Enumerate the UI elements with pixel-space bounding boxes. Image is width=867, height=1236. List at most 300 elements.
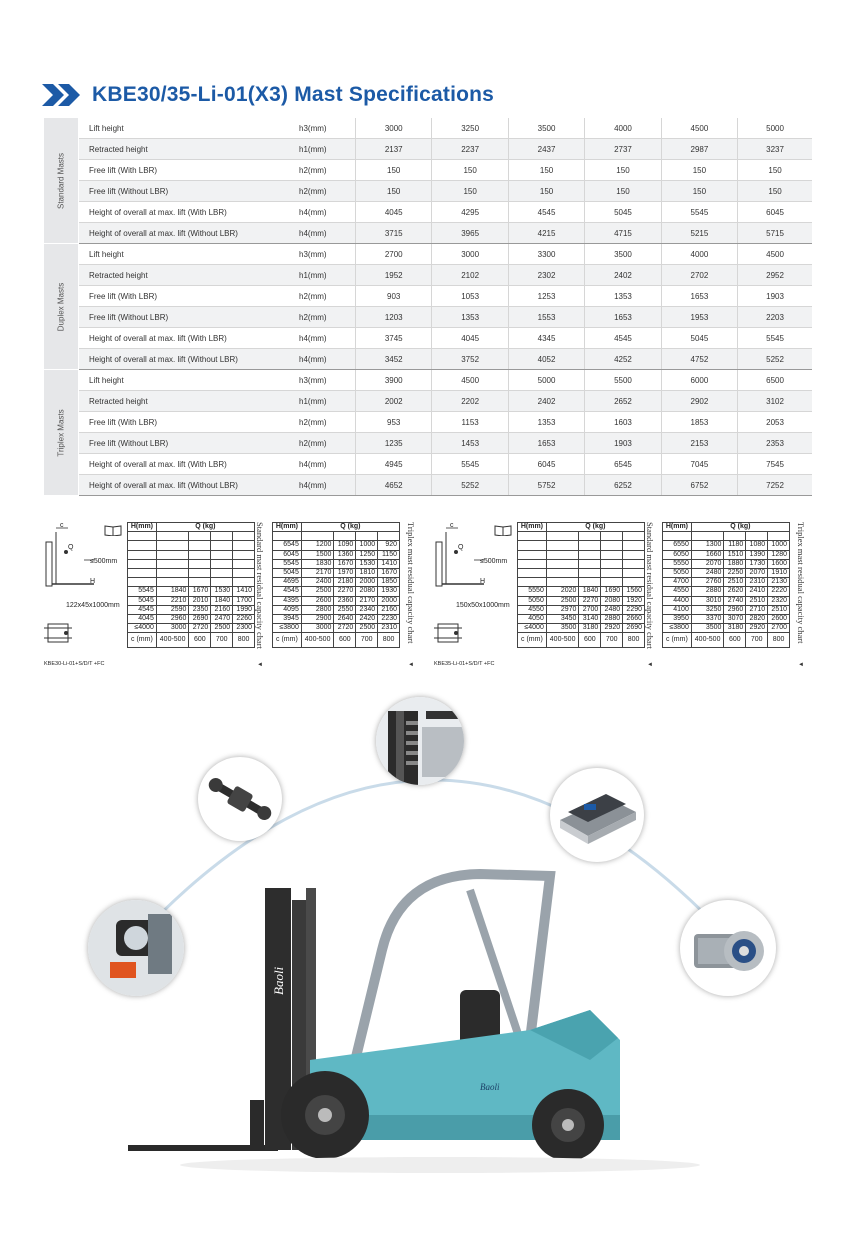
spec-value: 2153	[661, 433, 737, 454]
capacity-empty-cell	[128, 532, 157, 541]
capacity-cell: 1880	[724, 559, 746, 568]
capacity-row	[663, 605, 790, 614]
capacity-empty-cell	[546, 568, 579, 577]
spec-code: h2(mm)	[299, 433, 356, 454]
capacity-cell: 1150	[378, 550, 400, 559]
capacity-empty-cell	[546, 550, 579, 559]
spec-value: 4752	[661, 349, 737, 370]
capacity-cell: 2160	[211, 605, 233, 614]
spec-value: 5545	[432, 454, 508, 475]
load-center-diagram	[42, 522, 124, 662]
spec-code: h4(mm)	[299, 223, 356, 244]
triangle-left-icon: ◄	[647, 662, 653, 668]
spec-label: Free lift (With LBR)	[79, 286, 300, 307]
spec-value: 2652	[585, 391, 661, 412]
capacity-cell: ≤4000	[518, 624, 547, 633]
capacity-empty-cell	[128, 541, 157, 550]
diagram-limit-label: ≤500mm	[90, 558, 118, 565]
spec-value: 5500	[585, 370, 661, 391]
spec-value: 1903	[585, 433, 661, 454]
capacity-empty-cell	[623, 568, 645, 577]
spec-value: 1203	[356, 307, 432, 328]
fork-size-label: 150x50x1000mm	[456, 602, 510, 609]
capacity-empty-cell	[189, 559, 211, 568]
spec-row	[44, 433, 812, 454]
capacity-cell: 1990	[233, 605, 255, 614]
capacity-empty-cell	[579, 578, 601, 587]
spec-value: 4215	[508, 223, 584, 244]
mast-group-text: Standard Masts	[56, 152, 66, 209]
spec-value: 2203	[738, 307, 812, 328]
capacity-cell: 4050	[518, 614, 547, 623]
capacity-empty-cell	[156, 578, 189, 587]
capacity-empty-cell	[601, 568, 623, 577]
spec-code: h1(mm)	[299, 391, 356, 412]
capacity-empty-cell	[579, 550, 601, 559]
capacity-empty-cell	[211, 541, 233, 550]
spec-row	[44, 265, 812, 286]
load-center-value: 600	[579, 633, 601, 648]
spec-row	[44, 475, 812, 496]
capacity-empty-cell	[768, 532, 790, 541]
load-center-value: 400-500	[691, 633, 724, 648]
spec-value: 4000	[661, 244, 737, 265]
spec-value: 903	[356, 286, 432, 307]
capacity-block	[432, 522, 812, 682]
spec-value: 5045	[585, 202, 661, 223]
capacity-empty-cell	[518, 568, 547, 577]
capacity-row	[128, 614, 255, 623]
capacity-cell: 2220	[768, 587, 790, 596]
capacity-table	[662, 522, 790, 648]
capacity-cell: 2700	[579, 605, 601, 614]
capacity-cell: 1530	[211, 587, 233, 596]
spec-label: Retracted height	[79, 265, 300, 286]
spec-value: 6045	[508, 454, 584, 475]
spec-value: 1353	[432, 307, 508, 328]
capacity-row	[128, 605, 255, 614]
capacity-empty-cell	[601, 550, 623, 559]
spec-value: 5045	[661, 328, 737, 349]
capacity-cell: 3070	[724, 614, 746, 623]
spec-code: h3(mm)	[299, 370, 356, 391]
spec-value: 4945	[356, 454, 432, 475]
capacity-empty-cell	[601, 541, 623, 550]
triangle-left-icon: ◄	[408, 662, 414, 668]
capacity-cell: 1300	[691, 541, 724, 550]
capacity-chart-label: Triplex mast residual capacity chart	[406, 522, 416, 644]
capacity-cell: 2000	[378, 596, 400, 605]
spec-value: 3250	[432, 118, 508, 139]
capacity-empty-cell	[233, 578, 255, 587]
capacity-row	[518, 587, 645, 596]
mast-chain-icon	[376, 697, 464, 785]
capacity-row	[273, 559, 400, 568]
mast-brand-text: Baoli	[271, 966, 286, 995]
spec-label: Free lift (With LBR)	[79, 412, 300, 433]
spec-code: h2(mm)	[299, 286, 356, 307]
spec-value: 4252	[585, 349, 661, 370]
spec-code: h2(mm)	[299, 181, 356, 202]
spec-value: 3745	[356, 328, 432, 349]
spec-row	[44, 160, 812, 181]
capacity-row	[663, 578, 790, 587]
capacity-header-q: Q (kg)	[301, 523, 399, 532]
spec-value: 3000	[356, 118, 432, 139]
capacity-table	[272, 522, 400, 648]
capacity-empty-cell	[378, 532, 400, 541]
capacity-cell: 2480	[691, 568, 724, 577]
diagram-c-label: c	[60, 522, 64, 529]
capacity-empty-cell	[211, 559, 233, 568]
capacity-cell: 2170	[301, 568, 334, 577]
capacity-empty-cell	[546, 578, 579, 587]
capacity-cell: 5045	[128, 596, 157, 605]
capacity-cell: 4395	[273, 596, 302, 605]
capacity-row	[273, 541, 400, 550]
capacity-cell: 2660	[623, 614, 645, 623]
spec-value: 6752	[661, 475, 737, 496]
capacity-cell: 3945	[273, 614, 302, 623]
capacity-cell: 5545	[273, 559, 302, 568]
capacity-cell: 2720	[189, 624, 211, 633]
capacity-cell: 2720	[334, 624, 356, 633]
capacity-empty-cell	[128, 550, 157, 559]
model-label: KBE35-Li-01+S/D/T +FC	[434, 661, 495, 667]
capacity-empty-cell	[233, 541, 255, 550]
capacity-row	[128, 624, 255, 633]
diagram-q-label: Q	[458, 544, 464, 551]
capacity-cell: 1000	[768, 541, 790, 550]
spec-code: h4(mm)	[299, 349, 356, 370]
capacity-empty-cell	[546, 532, 579, 541]
spec-value: 4052	[508, 349, 584, 370]
capacity-cell: 2080	[356, 587, 378, 596]
capacity-empty-cell	[746, 532, 768, 541]
spec-value: 150	[508, 160, 584, 181]
capacity-empty-cell	[233, 532, 255, 541]
capacity-empty-cell	[128, 578, 157, 587]
spec-value: 2737	[585, 139, 661, 160]
spec-value: 150	[432, 181, 508, 202]
spec-label: Lift height	[79, 370, 300, 391]
spec-value: 150	[738, 160, 812, 181]
load-center-value: 800	[623, 633, 645, 648]
spec-value: 3965	[432, 223, 508, 244]
spec-value: 1653	[585, 307, 661, 328]
spec-value: 5545	[738, 328, 812, 349]
spec-code: h3(mm)	[299, 118, 356, 139]
spec-value: 4545	[585, 328, 661, 349]
spec-code: h2(mm)	[299, 412, 356, 433]
capacity-cell: 1730	[746, 559, 768, 568]
spec-value: 2237	[432, 139, 508, 160]
capacity-chart-label: Standard mast residual capacity chart	[645, 522, 655, 649]
double-chevron-icon	[42, 84, 86, 106]
capacity-cell: 2420	[356, 614, 378, 623]
capacity-cell: 3010	[691, 596, 724, 605]
spec-label: Height of overall at max. lift (With LBR)	[79, 454, 300, 475]
spec-value: 3102	[738, 391, 812, 412]
spec-value: 3300	[508, 244, 584, 265]
capacity-cell: ≤4000	[128, 624, 157, 633]
capacity-cell: 1910	[768, 568, 790, 577]
capacity-cell: 2700	[768, 624, 790, 633]
capacity-empty-cell	[546, 541, 579, 550]
capacity-empty-cell	[691, 532, 724, 541]
capacity-cell: 2740	[724, 596, 746, 605]
capacity-header-h: H(mm)	[128, 523, 157, 532]
spec-value: 1053	[432, 286, 508, 307]
capacity-cell: 1530	[356, 559, 378, 568]
spec-value: 1953	[661, 307, 737, 328]
spec-value: 2202	[432, 391, 508, 412]
capacity-row	[273, 614, 400, 623]
spec-value: 2702	[661, 265, 737, 286]
title-text: KBE30/35-Li-01(X3) Mast Specifications	[92, 83, 495, 106]
capacity-empty-cell	[189, 578, 211, 587]
manual-book-icon	[104, 524, 122, 536]
capacity-empty-cell	[623, 541, 645, 550]
capacity-cell: 1200	[301, 541, 334, 550]
capacity-empty-cell	[546, 559, 579, 568]
capacity-cell: 5545	[128, 587, 157, 596]
spec-value: 6545	[585, 454, 661, 475]
capacity-cell: ≤3800	[663, 624, 692, 633]
spec-row	[44, 181, 812, 202]
capacity-empty-cell	[233, 550, 255, 559]
controller-bubble	[550, 768, 644, 862]
capacity-empty-cell	[156, 541, 189, 550]
capacity-cell: 2020	[546, 587, 579, 596]
capacity-cell: 2350	[189, 605, 211, 614]
spec-label: Free lift (Without LBR)	[79, 181, 300, 202]
capacity-cell: 1360	[334, 550, 356, 559]
capacity-empty-cell	[211, 568, 233, 577]
spec-value: 2437	[508, 139, 584, 160]
capacity-empty-cell	[189, 568, 211, 577]
spec-value: 3500	[508, 118, 584, 139]
spec-value: 4652	[356, 475, 432, 496]
spec-label: Lift height	[79, 244, 300, 265]
spec-value: 4045	[432, 328, 508, 349]
capacity-empty-cell	[156, 550, 189, 559]
capacity-cell: 5550	[663, 559, 692, 568]
mast-group-text: Duplex Masts	[56, 282, 66, 331]
capacity-cell: ≤3800	[273, 624, 302, 633]
spec-value: 2952	[738, 265, 812, 286]
spec-row	[44, 244, 812, 265]
capacity-cell: 2180	[334, 578, 356, 587]
capacity-cell: 6545	[273, 541, 302, 550]
diagram-limit-label: ≤500mm	[480, 558, 508, 565]
capacity-cell: 2250	[724, 568, 746, 577]
capacity-empty-cell	[518, 541, 547, 550]
capacity-cell: 2300	[233, 624, 255, 633]
spec-code: h4(mm)	[299, 475, 356, 496]
spec-label: Retracted height	[79, 391, 300, 412]
mast-group-text: Triplex Masts	[56, 408, 66, 457]
spec-value: 1353	[508, 412, 584, 433]
capacity-cell: 2210	[156, 596, 189, 605]
triangle-left-icon: ◄	[257, 662, 263, 668]
capacity-cell: 2710	[746, 605, 768, 614]
capacity-cell: 2600	[301, 596, 334, 605]
spec-value: 2353	[738, 433, 812, 454]
capacity-cell: 2480	[601, 605, 623, 614]
capacity-empty-cell	[518, 559, 547, 568]
capacity-empty-cell	[189, 532, 211, 541]
spec-value: 5000	[738, 118, 812, 139]
capacity-cell: 2920	[601, 624, 623, 633]
capacity-block	[42, 522, 422, 682]
capacity-header-h: H(mm)	[663, 523, 692, 532]
spec-value: 3237	[738, 139, 812, 160]
capacity-chart-label: Standard mast residual capacity chart	[255, 522, 265, 649]
spec-value: 7545	[738, 454, 812, 475]
capacity-row	[128, 596, 255, 605]
capacity-empty-cell	[356, 532, 378, 541]
spec-value: 1653	[661, 286, 737, 307]
spec-value: 4500	[738, 244, 812, 265]
capacity-cell: 1180	[724, 541, 746, 550]
capacity-row	[663, 614, 790, 623]
capacity-empty-cell	[156, 559, 189, 568]
capacity-cell: 2320	[768, 596, 790, 605]
capacity-cell: 2820	[746, 614, 768, 623]
capacity-cell: 1840	[211, 596, 233, 605]
spec-value: 2002	[356, 391, 432, 412]
spec-value: 150	[508, 181, 584, 202]
load-center-value: 700	[601, 633, 623, 648]
spec-row	[44, 328, 812, 349]
spec-value: 2102	[432, 265, 508, 286]
capacity-cell: 3370	[691, 614, 724, 623]
spec-code: h1(mm)	[299, 139, 356, 160]
capacity-header-h: H(mm)	[518, 523, 547, 532]
spec-label: Height of overall at max. lift (With LBR)	[79, 328, 300, 349]
capacity-empty-cell	[211, 550, 233, 559]
spec-value: 4715	[585, 223, 661, 244]
spec-value: 5215	[661, 223, 737, 244]
capacity-cell: 1410	[378, 559, 400, 568]
capacity-cell: 2270	[334, 587, 356, 596]
spec-value: 3452	[356, 349, 432, 370]
capacity-cell: 2620	[724, 587, 746, 596]
capacity-cell: 2170	[356, 596, 378, 605]
capacity-row	[663, 541, 790, 550]
spec-value: 1235	[356, 433, 432, 454]
spec-row	[44, 412, 812, 433]
capacity-cell: 2340	[356, 605, 378, 614]
spec-value: 5715	[738, 223, 812, 244]
load-center-value: 700	[746, 633, 768, 648]
spec-label: Free lift (Without LBR)	[79, 433, 300, 454]
capacity-cell: 1920	[623, 596, 645, 605]
spec-value: 5252	[738, 349, 812, 370]
capacity-row	[273, 605, 400, 614]
spec-row	[44, 370, 812, 391]
spec-row	[44, 286, 812, 307]
capacity-cell: 3950	[663, 614, 692, 623]
capacity-empty-cell	[623, 532, 645, 541]
load-center-value: 600	[334, 633, 356, 648]
capacity-footer-c: c (mm)	[273, 633, 302, 648]
capacity-empty-cell	[189, 541, 211, 550]
capacity-cell: 2410	[746, 587, 768, 596]
spec-value: 6500	[738, 370, 812, 391]
capacity-cell: 1970	[334, 568, 356, 577]
spec-code: h3(mm)	[299, 244, 356, 265]
capacity-cell: 2310	[746, 578, 768, 587]
mast-chain-bubble	[376, 697, 464, 785]
spec-value: 2700	[356, 244, 432, 265]
capacity-chart-label: Triplex mast residual capacity chart	[796, 522, 806, 644]
capacity-table	[517, 522, 645, 648]
capacity-cell: 2900	[301, 614, 334, 623]
spec-row	[44, 202, 812, 223]
triangle-left-icon: ◄	[798, 662, 804, 668]
capacity-cell: 1250	[356, 550, 378, 559]
load-center-value: 400-500	[301, 633, 334, 648]
capacity-cell: 2880	[691, 587, 724, 596]
capacity-cell: 4550	[663, 587, 692, 596]
capacity-row	[518, 596, 645, 605]
capacity-cell: 2590	[156, 605, 189, 614]
capacity-cell: 3000	[156, 624, 189, 633]
capacity-empty-cell	[156, 532, 189, 541]
capacity-cell: 3500	[546, 624, 579, 633]
spec-value: 1952	[356, 265, 432, 286]
spec-value: 150	[661, 160, 737, 181]
spec-value: 2402	[508, 391, 584, 412]
spec-value: 5252	[432, 475, 508, 496]
spec-label: Height of overall at max. lift (Without LBR)	[79, 223, 300, 244]
spec-value: 4045	[356, 202, 432, 223]
capacity-row	[518, 605, 645, 614]
spec-value: 1253	[508, 286, 584, 307]
forklift-illustration	[120, 860, 760, 1180]
capacity-row	[663, 587, 790, 596]
capacity-cell: 2970	[546, 605, 579, 614]
capacity-cell: 1840	[579, 587, 601, 596]
spec-value: 3752	[432, 349, 508, 370]
fork-size-label: 122x45x1000mm	[66, 602, 120, 609]
capacity-row	[663, 568, 790, 577]
capacity-cell: 1090	[334, 541, 356, 550]
capacity-cell: 2690	[189, 614, 211, 623]
spec-value: 2402	[585, 265, 661, 286]
model-label: KBE30-Li-01+S/D/T +FC	[44, 661, 105, 667]
capacity-row	[663, 624, 790, 633]
spec-value: 4500	[432, 370, 508, 391]
spec-code: h2(mm)	[299, 160, 356, 181]
capacity-cell: 2010	[189, 596, 211, 605]
capacity-cell: 5050	[663, 568, 692, 577]
capacity-empty-cell	[518, 578, 547, 587]
manual-book-icon	[494, 524, 512, 536]
capacity-cell: 2500	[211, 624, 233, 633]
capacity-empty-cell	[128, 559, 157, 568]
spec-label: Height of overall at max. lift (Without LBR)	[79, 475, 300, 496]
load-center-value: 600	[724, 633, 746, 648]
spec-label: Free lift (With LBR)	[79, 160, 300, 181]
capacity-cell: 2360	[334, 596, 356, 605]
capacity-cell: 1510	[724, 550, 746, 559]
capacity-cell: 2290	[623, 605, 645, 614]
spec-row	[44, 454, 812, 475]
capacity-cell: 1850	[378, 578, 400, 587]
